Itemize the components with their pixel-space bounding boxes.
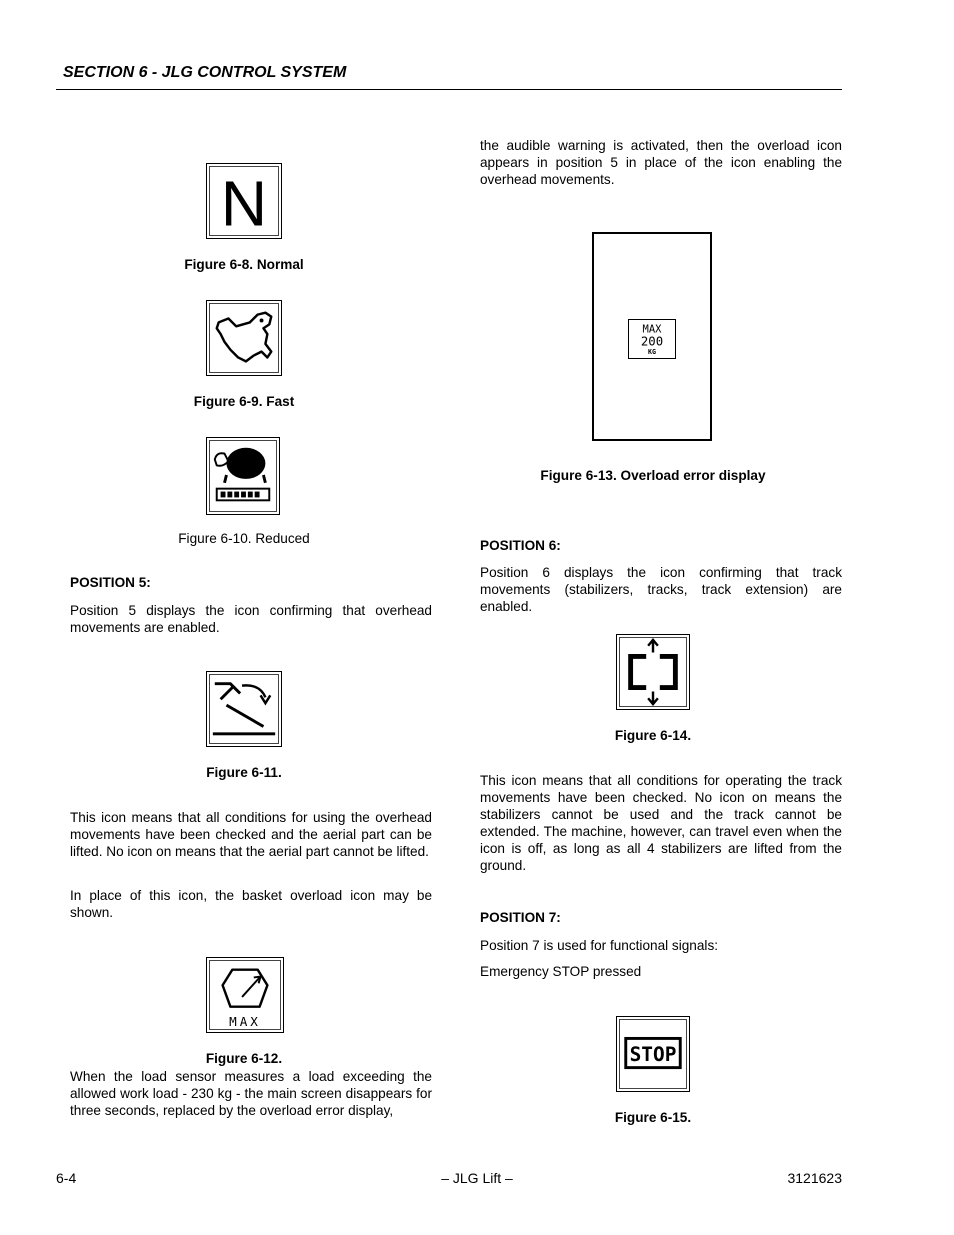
- normal-letter: N: [220, 167, 268, 238]
- figure-6-12-caption: Figure 6-12.: [205, 1051, 283, 1066]
- position-7-heading: POSITION 7:: [480, 910, 561, 925]
- stop-icon: [616, 1016, 690, 1092]
- figure-6-8-caption: Figure 6-8. Normal: [184, 257, 304, 272]
- stop-label: STOP: [629, 1042, 677, 1066]
- position-6-text: Position 6 displays the icon confirming that track movements (stabilizers, tracks, track extension) are enabled.: [480, 565, 842, 614]
- emergency-stop-text: Emergency STOP pressed: [480, 964, 642, 979]
- continued-paragraph: the audible warning is activated, then the overload icon appears in position 5 in place of the icon enabling the overhead movements.: [480, 138, 842, 187]
- footer-center: – JLG Lift –: [441, 1170, 513, 1186]
- position-5-text: Position 5 displays the icon confirming that overhead movements are enabled.: [70, 603, 432, 635]
- position-5-heading: POSITION 5:: [70, 575, 151, 590]
- max-text: MAX: [642, 323, 662, 336]
- basket-overload-icon: [206, 957, 284, 1033]
- position-6-paragraph-2: This icon means that all conditions for operating the track movements have been checked. No icon on means the stabilizers cannot be used and the track cannot be extended. The machine, however, can travel even when the icon is off, as long as all 4 stabilizers are lifted from the ground.: [480, 773, 842, 873]
- document-number: 3121623: [787, 1170, 842, 1186]
- figure-6-10-caption: Figure 6-10. Reduced: [178, 531, 310, 546]
- turtle-icon: [206, 437, 280, 515]
- page-number: 6-4: [56, 1170, 77, 1186]
- figure-6-9-caption: Figure 6-9. Fast: [193, 394, 295, 409]
- figure-6-11-caption: Figure 6-11.: [206, 765, 282, 780]
- load-value: 200: [640, 334, 664, 349]
- position-7-text: Position 7 is used for functional signals:: [480, 938, 719, 953]
- track-movement-icon: [616, 634, 690, 710]
- overload-error-display: [592, 232, 712, 441]
- position-5-paragraph-3: In place of this icon, the basket overload icon may be shown.: [70, 888, 432, 920]
- figure-6-14-caption: Figure 6-14.: [614, 728, 692, 743]
- section-header: SECTION 6 - JLG CONTROL SYSTEM: [63, 64, 347, 81]
- rabbit-icon: [206, 300, 282, 376]
- header-rule: [56, 89, 842, 90]
- unit-text: KG: [648, 348, 656, 357]
- figure-6-13-caption: Figure 6-13. Overload error display: [540, 468, 766, 483]
- figure-6-15-caption: Figure 6-15.: [614, 1110, 692, 1125]
- overload-paragraph: When the load sensor measures a load exceeding the allowed work load - 230 kg - the main screen disappears for three seconds, replaced by the overload error display,: [70, 1069, 432, 1118]
- position-6-heading: POSITION 6:: [480, 538, 561, 553]
- normal-speed-icon: [206, 163, 282, 239]
- max-label: MAX: [229, 1014, 261, 1030]
- max-200-kg-icon: [628, 319, 676, 359]
- overhead-movement-icon: [206, 671, 282, 747]
- position-5-paragraph-2: This icon means that all conditions for using the overhead movements have been checked and the aerial part can be lifted. No icon on means that the aerial part cannot be lifted.: [70, 810, 432, 859]
